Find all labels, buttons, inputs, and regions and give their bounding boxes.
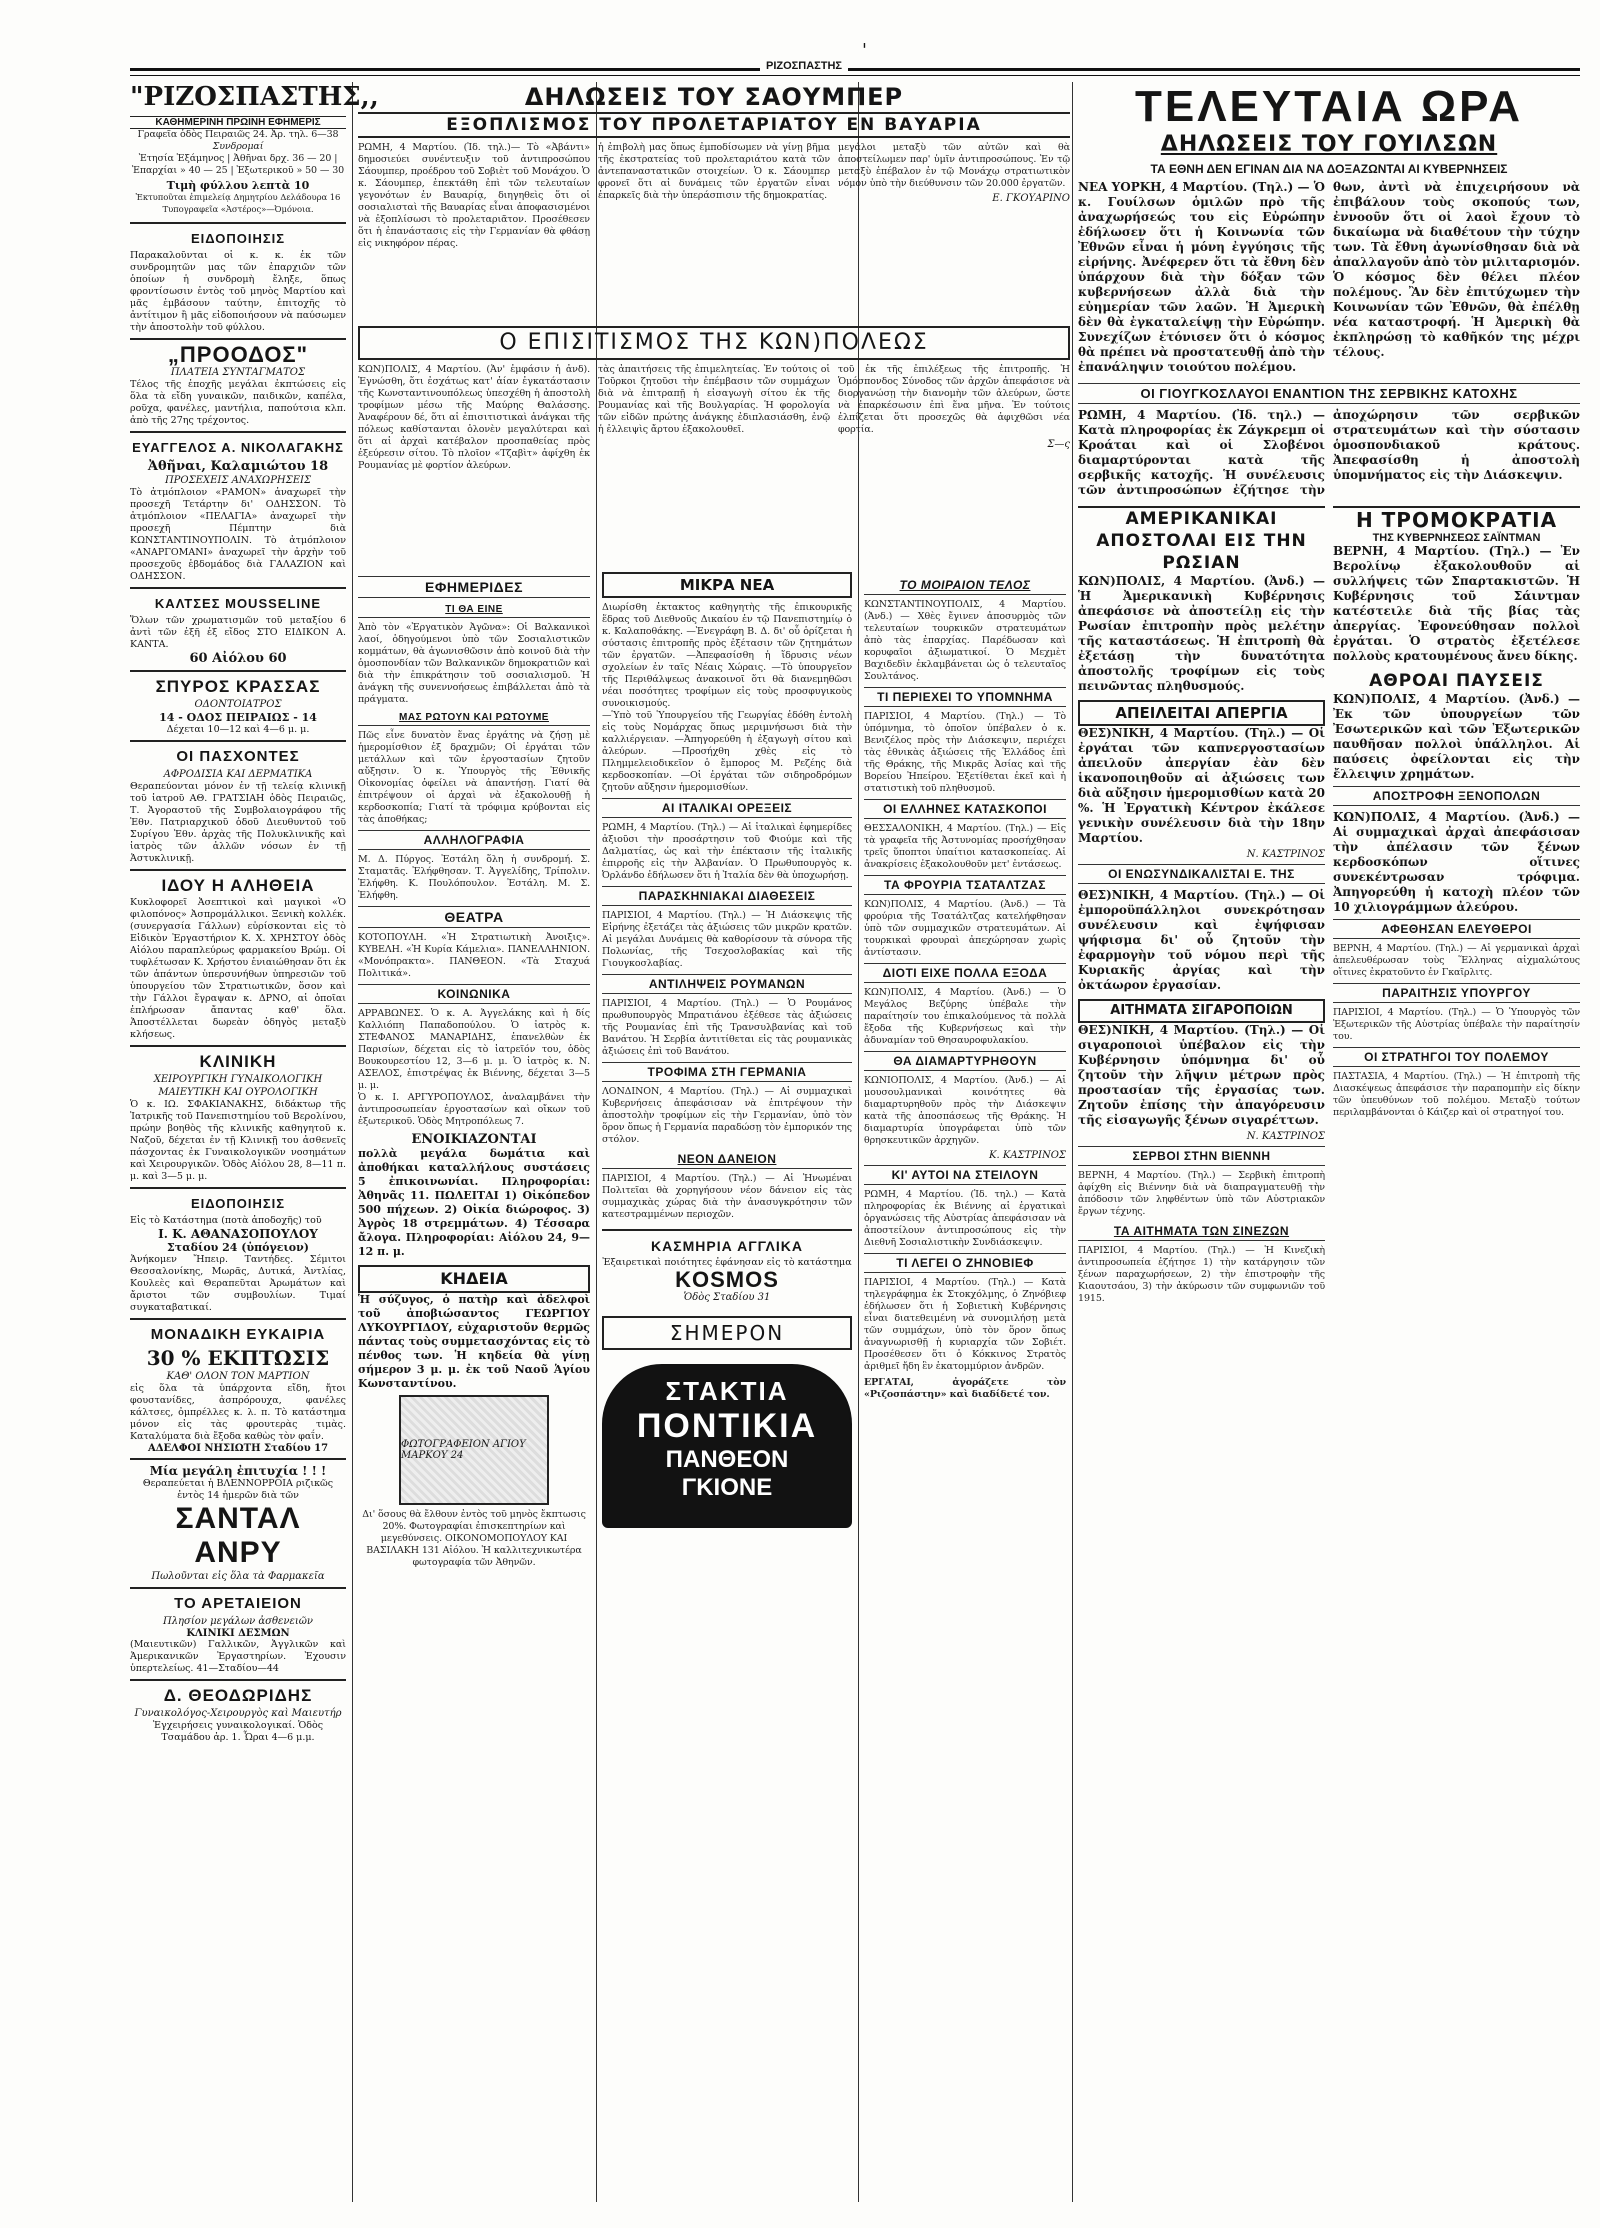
ad-theodoridis — [130, 1679, 346, 1748]
masthead-rule — [130, 68, 1580, 76]
memo-title: ΤΙ ΠΕΡΙΕΧΕΙ ΤΟ ΥΠΟΜΝΗΜΑ — [864, 687, 1066, 707]
photo-studio-label: ΦΩΤΟΓΡΑΦΕΙΟΝ ΑΓΙΟΥ ΜΑΡΚΟΥ 24 — [401, 1439, 526, 1461]
send-too-title: ΚΙ' ΑΥΤΟΙ ΝΑ ΣΤΕΙΛΟΥΝ — [864, 1165, 1066, 1185]
ad-theodoridis-text: Ἐγχειρήσεις γυναικολογικαί. Ὁδὸς Τσαμάδου ἀρ. 1. Ὧραι 4—6 μ.μ. — [152, 1720, 324, 1743]
zinoviev-title: ΤΙ ΛΕΓΕΙ Ο ΖΗΝΟΒΙΕΦ — [864, 1253, 1066, 1273]
small-news-text: Διωρίσθη ἐκτακτος καθηγητὴς τῆς ἐπικουρικῆς ἕδρας τοῦ Διεθνοῦς Δικαίου ἐν τῷ Πανεπιστημίῳ ὁ κ. Καλαποθάκης. —Ἐνεγράφη Β. Δ. δι' οὗ ὁρίζεται ἡ σύστασις ἐπιτροπῆς πρὸς ἐξέτασιν τῶν ζητημάτων τῶν ἐργατῶν. —Ἀπεφασίσθη ἡ ἵδρυσις νέων σχολείων ἐν ταῖς Νέαις Χώραις. —Τὸ ὑπουργεῖον τῆς Περιθάλψεως ἀνακοινοῖ ὅτι θὰ διανεμηθῶσι νέαι ποσότητες τροφίμων εἰς τοὺς προσφυγικοὺς συνοικισμούς. — [602, 602, 852, 709]
ad-unique-title: ΜΟΝΑΔΙΚΗ ΕΥΚΑΙΡΙΑ — [150, 1326, 326, 1343]
expenses-title: ΔΙΟΤΙ ΕΙΧΕ ΠΟΛΛΑ ΕΞΟΔΑ — [864, 963, 1066, 983]
ad-spyros — [130, 670, 346, 740]
paper-subtitle: ΚΑΘΗΜΕΡΙΝΗ ΠΡΩΙΝΗ ΕΦΗΜΕΡΙΣ — [130, 116, 346, 129]
american-missions-title: ΑΜΕΡΙΚΑΝΙΚΑΙ ΑΠΟΣΤΟΛΑΙ ΕΙΣ ΤΗΝ ΡΩΣΙΑΝ — [1078, 506, 1325, 574]
protest-title: ΘΑ ΔΙΑΜΑΡΤΥΡΗΘΟΥΝ — [864, 1051, 1066, 1071]
yugoslavs-title: ΟΙ ΓΙΟΥΓΚΟΣΛΑΥΟΙ ΕΝΑΝΤΙΟΝ ΤΗΣ ΣΕΡΒΙΚΗΣ ΚΑΤΟΧΗΣ — [1078, 383, 1580, 404]
zinoviev-text: ΠΑΡΙΣΙΟΙ, 4 Μαρτίου. (Τηλ.) — Κατὰ τηλεγράφημα ἐκ Στοκχόλμης, ὁ Ζηνόβιεφ ἐδήλωσεν ὅτι ἡ Σοβιετικὴ Κυβέρνησις εἶναι διατεθειμένη νὰ συνομιλήσῃ μετὰ τῶν συμμάχων, ὑπὸ τὸν ὅρον ὅπως ἀναγνωρισθῇ ἡ κυριαρχία τῶν Σοβιέτ. Προσέθεσεν ὅτι ὁ Κόκκινος Στρατὸς ἀριθμεῖ ἤδη ἓν ἑκατομμύριον ἀνδρῶν. — [864, 1277, 1066, 1372]
apartments-text: πολλὰ μεγάλα δωμάτια καὶ ἀποθήκαι καταλλήλους συστάσεις 5 ἐπικοινωνίαι. Πληροφορίαι: Ἀθηνᾶς 11. ΠΩΛΕΙΤΑΙ 1) Οἰκόπεδον 500 πήχεων. 2) Οἰκία διώροφος. 3) Ἀγρὸς 18 στρεμμάτων. 4) Τέσσαρα ἄλογα. Πληροφορίαι: Αἰόλου 24, 9—12 π. μ. — [358, 1147, 590, 1258]
ad-unique — [130, 1318, 346, 1458]
ad-mousseline — [130, 587, 346, 670]
ad-unique-sub: ΚΑΘ' ΟΛΟΝ ΤΟΝ ΜΑΡΤΙΟΝ — [166, 1371, 310, 1382]
page-mark: ' — [862, 40, 867, 61]
argyropoulos-text: Ὁ κ. Ι. ΑΡΓΥΡΟΠΟΥΛΟΣ, ἀναλαμβάνει τὴν ἀντιπροσωπείαν ἐργοστασίων καὶ οἴκων τοῦ ἐξωτερικοῦ. Ὁδὸς Μητροπόλεως 7. — [358, 1092, 590, 1127]
column-ads-left — [130, 82, 379, 2202]
chinese-demands-text: ΠΑΡΙΣΙΟΙ, 4 Μαρτίου. (Τηλ.) — Ἡ Κινεζικὴ ἀντιπροσωπεία ἐζήτησε 1) τὴν κατάργησιν τῶν ξένων παραχωρήσεων, 2) τὴν ἐπιστροφὴν τῆς Κιαουτσάου, 3) τὴν ἀκύρωσιν τῶν συμφωνιῶν τοῦ 1915. — [1078, 1245, 1325, 1304]
fate-title: ΤΟ ΜΟΙΡΑΙΟΝ ΤΕΛΟΣ — [864, 576, 1066, 595]
ad-cashmere-brand: KOSMOS — [675, 1267, 779, 1292]
food-story-text-1: ΚΩΝ)ΠΟΛΙΣ, 4 Μαρτίου. (Ἀν' ἐμφάσιν ἡ ἀνδ). Ἐγνώσθη, ὅτι ἐσχάτως κατ' ἀίαν ἐγκατάστασιν τῆς Κωνσταντινουπόλεως ὑπεσχέθη ἡ ἀποστολὴ τροφίμων μέσω τῆς Μαύρης Θαλάσσης. Ἀναφέρουν δέ, ὅτι αἱ ἐπισιτιστικαὶ ἀνάγκαι τῆς πόλεως καθίστανται ὁλονὲν μεγαλύτεραι καὶ ὅτι αἱ ἀρχαὶ κατέβαλον προσπαθείας πρὸς ἐξεύρεσιν σίτου. Τὸ πλοῖον «Τζαβὶτ» ἀφίχθη ἐκ Ρουμανίας μὲ φορτίον ἀλεύρων. — [358, 364, 590, 471]
newspapers-subtitle: ΤΙ ΘΑ ΕΙΝΕ — [358, 602, 590, 618]
column-three — [602, 572, 852, 2202]
last-hour-lead-a: ΝΕΑ ΥΟΡΚΗ, 4 Μαρτίου. (Τηλ.) — Ὁ κ. Γουίλσων ὁμιλῶν πρὸ τῆς ἀναχωρήσεώς του εἰς Εὐρώπην ἐδήλωσεν ὅτι ἡ Κοινωνία τῶν Ἐθνῶν εἶναι ἡ μόνη ἐγγύησις τῆς εἰρήνης. Ἀνέφερεν ὅτι τὰ ἔθνη δὲν ὑπάρχουν διὰ τὴν δόξαν τῶν κυβερνήσεων ἀλλὰ διὰ τὴν εὐημερίαν τῶν λαῶν. Ἡ Ἀμερικὴ δὲν θὰ ἐγκαταλείψῃ τὴν Εὐρώπην. Συνεχίζων ἐτόνισεν ὅτι ὁ κόσμος θὰ πρέπει νὰ προστατευθῇ ἀπὸ τὴν ἐπανάληψιν τοιούτου πολέμου. — [1078, 180, 1325, 374]
ad-unique-big2: ΕΚΠΤΩΣΙΣ — [207, 1346, 330, 1370]
italy-text: ΡΩΜΗ, 4 Μαρτίου. (Τηλ.) — Αἱ ἰταλικαὶ ἐφημερίδες ἀξιοῦσι τὴν προσάρτησιν τοῦ Φιούμε καὶ τῆς Δαλματίας, ὡς καὶ τὴν ἐπέκτασιν τῆς ἰταλικῆς ἐπιρροῆς εἰς τὴν Ἀλβανίαν. Ὁ Πρωθυπουργὸς κ. Ὀρλάνδο ἐδήλωσεν ὅτι ἡ Ἰταλία δὲν θὰ ὑποχωρήσῃ. — [602, 822, 852, 881]
greek-spies-text: ΘΕΣΣΑΛΟΝΙΚΗ, 4 Μαρτίου. (Τηλ.) — Εἰς τὰ γραφεῖα τῆς Ἀστυνομίας προσήχθησαν τρεῖς ὕποπτοι ὑπαίτιοι κατασκοπείας. Αἱ ἀνακρίσεις ἐξακολουθοῦν μετ' ἐντάσεως. — [864, 823, 1066, 870]
pact-text: ΠΑΡΙΣΙΟΙ, 4 Μαρτίου. (Τηλ.) — Ἡ Διάσκεψις τῆς Εἰρήνης ἐξετάζει τὰς ἀξιώσεις τῶν μικρῶν κρατῶν. Αἱ μεγάλαι Δυνάμεις θὰ καθορίσουν τὰ σύνορα τῆς Πολωνίας, τῆς Τσεχοσλοβακίας καὶ τῆς Γιουγκοσλαβίας. — [602, 910, 852, 969]
strike-signature: Ν. ΚΑΣΤΡΙΝΟΣ — [1246, 849, 1325, 860]
paper-price: Τιμὴ φύλλου λεπτὰ 10 — [166, 179, 310, 192]
top-story-subtitle: ΕΞΟΠΛΙΣΜΟΣ ΤΟΥ ΠΡΟΛΕΤΑΡΙΑΤΟΥ ΕΝ ΒΑΥΑΡΙΑ — [358, 112, 1070, 138]
top-story — [358, 82, 1070, 332]
ad-notice-second-addr: Σταδίου 24 (ὑπόγειον) — [167, 1241, 309, 1254]
fate-text: ΚΩΝΣΤΑΝΤΙΝΟΥΠΟΛΙΣ, 4 Μαρτίου. (Ἀνδ.) — Χθὲς ἔγινεν ἀποσυρμὸς τῶν τελευταίων τουρκικῶν στρατευμάτων ἀπὸ τὰς ἐπαρχίας. Παρέδωσαν καὶ κορυφαῖοι ἀξιωματικοί. Ὁ Μεχμὲτ Βαχιδεδὶν ἐκλαμβάνεται ὡς ὁ τελευταῖος Σουλτάνος. — [864, 599, 1066, 682]
ad-truth-title: ΙΔΟΥ Η ΑΛΗΘΕΙΑ — [161, 876, 315, 895]
ad-santal-foot: Πωλοῦνται εἰς ὅλα τὰ Φαρμακεῖα — [151, 1571, 325, 1582]
ad-spyros-hours: Δέχεται 10—12 καὶ 4—6 μ. μ. — [166, 724, 310, 735]
ad-patients — [130, 740, 346, 869]
pact-title: ΠΑΡΑΣΚΗΝΙΑΚΑΙ ΔΙΑΘΕΣΕΙΣ — [602, 886, 852, 906]
social-title: ΚΟΙΝΩΝΙΚΑ — [358, 984, 590, 1004]
last-hour-body — [1078, 180, 1580, 375]
top-story-text-2: ἡ ἐπιβολὴ μας ὅπως ἐμποδίσωμεν νὰ γίνῃ βῆμα τῆς ἐκστρατείας τοῦ προλεταριάτου κατὰ τῶν ἀντεπαναστατικῶν στοιχείων. Ὁ κ. Σάουμπερ φρονεῖ ὅτι αἱ δυνάμεις τῶν ἐργατῶν εἶναι ἐπαρκεῖς διὰ τὴν ὑπεράσπισιν τῆς δημοκρατίας. — [598, 142, 830, 201]
forts-title: ΤΑ ΦΡΟΥΡΙΑ ΤΣΑΤΑΛΤΖΑΣ — [864, 875, 1066, 895]
dismissals-text: ΚΩΝ)ΠΟΛΙΣ, 4 Μαρτίου. (Ἀνδ.) — Ἐκ τῶν ὑπουργείων τῶν Ἐσωτερικῶν καὶ τῶν Ἐξωτερικῶν παυθῆσαν πολλοὶ ὑπάλληλοι. Αἱ παύσεις ὀφείλονται εἰς τὴν ἔλλειψιν χρημάτων. — [1333, 692, 1580, 781]
unionists-text: ΘΕΣ)ΝΙΚΗ, 4 Μαρτίου. (Τηλ.) — Οἱ ἐμποροϋπάλληλοι συνεκρότησαν συνέλευσιν καὶ ἐψήφισαν ψήφισμα δι' οὗ ζητοῦν τὴν ἐφαρμογὴν τοῦ νόμου περὶ τῆς Κυριακῆς ἀργίας καὶ τὴν ὀκτάωρον ἐργασίαν. — [1078, 888, 1325, 992]
newspapers-title: ΕΦΗΜΕΡΙΔΕΣ — [358, 576, 590, 598]
ad-patients-sub: ΑΦΡΟΔΙΣΙΑ ΚΑΙ ΔΕΡΜΑΤΙΚΑ — [163, 769, 313, 780]
strike-title: ΑΠΕΙΛΕΙΤΑΙ ΑΠΕΡΓΙΑ — [1078, 700, 1325, 726]
ad-aretaion-more: (Μαιευτικῶν) Γαλλικῶν, Ἀγγλικῶν καὶ Ἀμερικανικῶν Ἐργαστηρίων. Ἐχουσιν ὑπερτελείως. 41—Σταδίου—44 — [130, 1639, 346, 1674]
freed-title: ΑΦΕΘΗΣΑΝ ΕΛΕΥΘΕΡΟΙ — [1333, 919, 1580, 939]
food-story-signature: Σ—ς — [1047, 439, 1070, 450]
loan-text: ΠΑΡΙΣΙΟΙ, 4 Μαρτίου. (Τηλ.) — Αἱ Ἡνωμέναι Πολιτεῖαι θὰ χορηγήσουν νέον δάνειον εἰς τὰς συμμαχικὰς χώρας διὰ τὴν ἀνασυγκρότησιν τῶν κατεστραμμένων περιοχῶν. — [602, 1173, 852, 1220]
ad-unique-text: εἰς ὅλα τὰ ὑπάρχοντα εἴδη, ἤτοι φουστανίδες, ἀσπρόρουχα, φανέλες κάλτσες, ὀμπρέλλες κ. λ. π. Τὸ κατάστημα μόνον εἰς τὰς φρουτερὰς τιμὰς. Καταλύματα διὰ ἔξοδα καθὼς τὸν φαΐν. — [130, 1383, 346, 1442]
food-story-body — [358, 364, 1070, 472]
ad-prodos-sub: ΠΛΑΤΕΙΑ ΣΥΝΤΑΓΜΑΤΟΣ — [170, 367, 306, 378]
workers-appeal: ΕΡΓΑΤΑΙ, ἀγοράζετε τὸν «Ριζοσπάστην» καὶ διαδίδετέ τον. — [864, 1377, 1066, 1400]
terror-title: Η ΤΡΟΜΟΚΡΑΤΙΑ — [1333, 506, 1580, 532]
ad-notice-second — [130, 1187, 346, 1318]
column-two — [358, 572, 590, 2202]
ad-aretaion-text: Πλησίον μεγάλων ἀσθενειῶν — [163, 1616, 313, 1627]
top-story-text-3: μεγάλοι μεταξὺ τῶν αὐτῶν καὶ θὰ ἀποστείλωμεν παρ' ὑμῖν ἀντιπροσώπους. Ἐν τῷ μεταξὺ ἐπέβαλον ἐν τῷ Μονάχῳ στρατιωτικὸν νόμον ὑπὸ τὴν διεύθυνσιν τῶν 20.000 ἐργατῶν. — [838, 142, 1070, 189]
last-hour-title: ΤΕΛΕΥΤΑΙΑ ΩΡΑ — [1134, 82, 1523, 131]
questions-title: ΜΑΣ ΡΩΤΟΥΝ ΚΑΙ ΡΩΤΟΥΜΕ — [358, 710, 590, 726]
resignation-title: ΠΑΡΑΙΤΗΣΙΣ ΥΠΟΥΡΓΟΥ — [1333, 983, 1580, 1003]
ad-clinic-sub: ΧΕΙΡΟΥΡΓΙΚΗ ΓΥΝΑΙΚΟΛΟΓΙΚΗ ΜΑΙΕΥΤΙΚΗ ΚΑΙ ΟΥΡΟΛΟΓΙΚΗ — [153, 1074, 323, 1098]
serbs-vienna-text: ΒΕΡΝΗ, 4 Μαρτίου. (Τηλ.) — Σερβικὴ ἐπιτροπὴ ἀφίχθη εἰς Βιέννην διὰ νὰ διαπραγματευθῇ τὴν ἀπόδοσιν τῶν ληφθέντων ὑπὸ τῶν Αὐστριακῶν ἔργων τέχνης. — [1078, 1170, 1325, 1217]
food-story — [358, 326, 1070, 566]
column-rule — [352, 82, 353, 2202]
ad-patients-title: ΟΙ ΠΑΣΧΟΝΤΕΣ — [176, 748, 300, 765]
column-last-hour — [1078, 82, 1580, 2202]
top-story-title: ΔΗΛΩΣΕΙΣ ΤΟΥ ΣΑΟΥΜΠΕΡ — [524, 83, 904, 111]
ad-spyros-sub: ΟΔΟΝΤΟΙΑΤΡΟΣ — [194, 699, 282, 710]
cigar-makers-signature: Ν. ΚΑΣΤΡΙΝΟΣ — [1246, 1131, 1325, 1142]
small-news-text-2: —Ὑπὸ τοῦ Ὑπουργείου τῆς Γεωργίας ἐδόθη ἐντολὴ εἰς τοὺς Νομάρχας ὅπως μεριμνήσωσι διὰ τὴν καλλιέργειαν. —Ἀπηγορεύθη ἡ ἐξαγωγὴ σίτου καὶ ἀλεύρων. —Προσήχθη χθὲς εἰς τὸ Πλημμελειοδικεῖον ὁ ἔμπορος Μ. Ρεζέης διὰ κερδοσκοπίαν. —Οἱ ἐργάται τῶν σιδηροδρόμων ζητοῦν αὔξησιν ἡμερομισθίων. — [602, 710, 852, 793]
column-rule — [1072, 82, 1073, 2202]
hoarders-title: ΑΠΟΣΤΡΟΦΗ ΞΕΝΟΠΟΛΩΝ — [1333, 786, 1580, 806]
ad-santal — [130, 1458, 346, 1587]
ad-notice-second-title: ΕΙΔΟΠΟΙΗΣΙΣ — [190, 1196, 286, 1211]
paper-address: Γραφεῖα ὁδὸς Πειραιῶς 24. Ἀρ. τηλ. 6—38 — [137, 129, 339, 140]
questions-text: Πῶς εἶνε δυνατὸν ἕνας ἐργάτης νὰ ζήσῃ μὲ ἡμερομίσθιον ἐξ δραχμῶν; Οἱ ἐργάται τῶν μετάλλων καὶ τῶν ἐργοστασίων ζητοῦν αὔξησιν. Ὁ κ. Ὑπουργὸς τῆς Ἐθνικῆς Οἰκονομίας ὀφείλει νὰ ἀπαντήσῃ. Γιατί θὰ ἐπιτρέψουν οἱ ἀρχαὶ νὰ ἐξακολουθῇ ἡ κερδοσκοπία; Γιατί τὰ τρόφιμα κρύβονται εἰς τὰς ἀποθήκας; — [358, 730, 590, 825]
top-story-text-3-wrap — [838, 142, 1070, 250]
ad-unique-addr: ΑΔΕΛΦΟΙ ΝΗΣΙΩΤΗ Σταδίου 17 — [147, 1443, 329, 1454]
unionists-title: ΟΙ ΕΝΩΣΥΝΔΙΚΑΛΙΣΤΑΙ Ε. ΤΗΣ — [1078, 864, 1325, 884]
expenses-text: ΚΩΝ)ΠΟΛΙΣ, 4 Μαρτίου. (Ἀνδ.) — Ὁ Μεγάλος Βεζύρης ὑπέβαλε τὴν παραίτησίν του ἐπικαλούμενος τὰ πολλὰ ἔξοδα τῆς Κυβερνήσεως καὶ τὴν ἀδυναμίαν τοῦ Θησαυροφυλακίου. — [864, 987, 1066, 1046]
ad-notice-title: ΕΙΔΟΠΟΙΗΣΙΣ — [190, 231, 286, 246]
ad-rat-poison — [602, 1364, 852, 1528]
ad-evangelos-addr: Ἀθῆναι, Καλαμιώτου 18 — [147, 459, 329, 474]
ad-mousseline-title: ΚΑΛΤΣΕΣ MOUSSELINE — [154, 596, 322, 611]
today-banner: ΣΗΜΕΡΟΝ — [602, 1316, 852, 1350]
ad-rat-line-4: ΓΚΙΟΝΕ — [681, 1474, 773, 1501]
last-hour-deck: ΤΑ ΕΘΝΗ ΔΕΝ ΕΓΙΝΑΝ ΔΙΑ ΝΑ ΔΟΞΑΖΩΝΤΑΙ ΑΙ ΚΥΒΕΡΝΗΣΕΙΣ — [1150, 162, 1508, 176]
subs-rows: Ἐτησία Ἑξάμηνος | Ἀθῆναι δρχ. 36 — 20 | Ἐπαρχίαι » 40 — 25 | Ἐξωτερικοῦ » 50 — 30 — [131, 153, 345, 176]
dismissals-title: ΑΘΡΟΑΙ ΠΑΥΣΕΙΣ — [1369, 671, 1544, 691]
ad-mousseline-addr: 60 Αἰόλου 60 — [189, 651, 287, 666]
terror-text: ΒΕΡΝΗ, 4 Μαρτίου. (Τηλ.) — Ἐν Βερολίνῳ ἐξακολουθοῦν αἱ συλλήψεις τῶν Σπαρτακιστῶν. Ἡ Κυβέρνησις τοῦ Σάιντμαν κατέστειλε διὰ τῆς βίας τὰς ἀπεργίας. Ἐφονεύθησαν πολλοὶ ἐργάται. Ὁ στρατὸς ἐξετέλεσε πολλοὺς κρατουμένους ἄνευ δίκης. — [1333, 544, 1580, 663]
ad-cashmere-addr: Ὁδὸς Σταδίου 31 — [683, 1292, 771, 1303]
theatre-text: ΚΟΤΟΠΟΥΛΗ. «Ἡ Στρατιωτικὴ Ἀνοιξις». ΚΥΒΕΛΗ. «Ἡ Κυρία Κάμελια». ΠΑΝΕΛΛΗΝΙΟΝ. «Μονόπρακτα». ΠΑΝΘΕΟΝ. «Τὰ Σταχυά Πολιτικά». — [358, 932, 590, 979]
ad-notice-second-more: Ἀνήκομεν Ἤπειρ. Ταντήδες. Σέμιτοι Θεσσαλονίκης, Μωρᾶς, Δυτικά, Ἀντλίας, Κουλεὲς καὶ Θεραπεῦται Ἀρωμάτων καὶ ἄριστοι τῶν συμβουλίων. Τιμαί συγκαταβατικαί. — [130, 1254, 346, 1313]
yugoslavs-text: ΡΩΜΗ, 4 Μαρτίου. (Ἰδ. τηλ.) — Κατὰ πληροφορίας ἐκ Ζάγκρεμπ οἱ Κροάται καὶ οἱ Σλοβένοι διαμαρτύρονται κατὰ τῆς σερβικῆς κατοχῆς. Ἡ συνέλευσις τῶν ἀντιπροσώπων ἐζήτησε τὴν ἀποχώρησιν τῶν σερβικῶν στρατευμάτων καὶ τὴν σύστασιν ὁμοσπονδιακοῦ κράτους. Ἀπεφασίσθη ἡ ἀποστολὴ ὑπομνήματος εἰς τὴν Διάσκεψιν. — [1078, 408, 1580, 497]
war-culprits-title: ΟΙ ΣΤΡΑΤΗΓΟΙ ΤΟΥ ΠΟΛΕΜΟΥ — [1333, 1047, 1580, 1067]
ad-clinic-text: Ὁ κ. ΙΩ. ΣΦΑΚΙΑΝΑΚΗΣ, διδάκτωρ τῆς Ἰατρικῆς τοῦ Πανεπιστημίου τοῦ Βερολίνου, πρώην βοηθὸς τῆς κλινικῆς καθηγητοῦ κ. Ναζοῦ, δέχεται ἐν τῇ Κλινικῇ του ἀσθενεῖς πάσχοντας ἐκ Γυναικολογικῶν νοσημάτων καὶ Χειρουργικῶν. Ὁδὸς Αἰόλου 28, 8—11 π. μ. καὶ 3—5 μ. μ. — [130, 1099, 346, 1182]
ad-rat-line-3: ΠΑΝΘΕΟΝ — [665, 1446, 789, 1473]
ad-prodos — [130, 338, 346, 431]
paper-printer: Ἐκτυποῦται ἐπιμελείᾳ Δημητρίου Δελάδουρα 16 Τυπογραφεῖα «Ἀστέρος»—Ὀμόνοια. — [135, 193, 341, 215]
ad-unique-discount — [130, 1346, 346, 1370]
memo-text: ΠΑΡΙΣΙΟΙ, 4 Μαρτίου. (Τηλ.) — Τὸ ὑπόμνημα, τὸ ὁποῖον ὑπέβαλεν ὁ κ. Βενιζέλος πρὸς τὴν Διάσκεψιν, περιέχει τὰς ἐθνικὰς ἀξιώσεις τῆς Ἑλλάδος ἐπὶ τῆς Θράκης, τῆς Μικρᾶς Ἀσίας καὶ τῆς Βορείου Ἠπείρου. Ἐξετίθεται ἐκεῖ καὶ ἡ στατιστικὴ τοῦ πληθυσμοῦ. — [864, 711, 1066, 794]
ad-aretaion — [130, 1587, 346, 1679]
romanians-text: ΠΑΡΙΣΙΟΙ, 4 Μαρτίου. (Τηλ.) — Ὁ Ρουμάνος πρωθυπουργὸς Μπρατιάνου ἐξέθεσε τὰς ἀξιώσεις τῆς Ρουμανίας ἐπὶ τῆς Τρανσυλβανίας καὶ τοῦ Βανάτου. Ἡ Σερβία ἀντιτίθεται εἰς τὰς ρουμανικὰς ἀξιώσεις ἐπὶ τοῦ Βανάτου. — [602, 998, 852, 1057]
ad-spyros-addr: 14 - ΟΔΟΣ ΠΕΙΡΑΙΩΣ - 14 — [159, 711, 317, 724]
food-story-text-3: τοῦ ἐκ τῆς ἐπιλέξεως τῆς ἐπιτροπῆς. Ἡ Ὁμόσπονδος Σύνοδος τῶν ἀρχῶν ἀπεφάσισε νὰ διοργανώσῃ τὴν διανομὴν τῶν ἀλεύρων, ὥστε νὰ ἐπαρκέσωσιν ἐπὶ ἕνα μῆνα. Ἐν τούτοις ἐλπίζεται ὅτι προσεχῶς θὰ ἀφιχθῶσι νέα φορτία. — [838, 364, 1070, 435]
chinese-demands-title: ΤΑ ΑΙΤΗΜΑΤΑ ΤΩΝ ΣΙΝΕΖΩΝ — [1078, 1222, 1325, 1241]
ad-notice-second-name: Ι. Κ. ΑΘΑΝΑΣΟΠΟΥΛΟΥ — [158, 1227, 318, 1241]
ad-cashmere — [602, 1229, 852, 1308]
ad-notice-second-text: Εἰς τὸ Κατάστημα (ποτὰ ἀποδοχῆς) τοῦ — [130, 1215, 322, 1226]
top-story-text-1: ΡΩΜΗ, 4 Μαρτίου. (Ἰδ. τηλ.)— Τὸ «Ἀβάντι» δημοσιεύει συνέντευξιν τοῦ ἀντιπροσώπου Σάουμπερ, προέδρου τοῦ Σοβιὲτ τοῦ Μονάχου. Ὁ κ. Σάουμπερ, ἐπεκτάθη ἐπὶ τῶν τελευταίων γεγονότων ἐν Βαυαρίᾳ, διηγηθεὶς ὅτι οἱ σοσιαλισταὶ τῆς Βαυαρίας εἶναι ἀποφασισμένοι νὰ ἐξοπλίσωσι τὸ προλεταριᾶτον. Προσέθεσεν ὅτι ἡ ἐπανάστασις εἰς τὴν Γερμανίαν θὰ φθάσῃ εἰς νικηφόρον πέρας. — [358, 142, 590, 249]
ad-santal-sub: Θεραπεύεται ἡ ΒΛΕΝΝΟΡΡΟΙΑ ριζικῶς ἐντὸς 14 ἡμερῶν διὰ τῶν — [142, 1478, 334, 1501]
ad-aretaion-title: ΤΟ ΑΡΕΤΑΙΕΙΟΝ — [174, 1595, 302, 1612]
ad-evangelos-text: Τὸ ἀτμόπλοιον «ΡΑΜΟΝ» ἀναχωρεῖ τὴν προσεχῆ Τετάρτην δι' ΟΔΗΣΣΟΝ. Τὸ ἀτμόπλοιον «ΠΕΛΑΓΙΑ» ἀναχωρεῖ τὴν προσεχῆ Πέμπτην διὰ ΚΩΝΣΤΑΝΤΙΝΟΥΠΟΛΙΝ. Τὸ ἀτμόπλοιον «ΑΝΑΡΓΟΜΑΝΙ» ἀναχωρεῖ τὴν ἀρχὴν τοῦ προσεχοῦς ἑβδομάδος διὰ ΓΑΛΑΖΙΟΝ καὶ ΟΔΗΣΣΟΝ. — [130, 487, 346, 582]
loan-title: ΝΕΟΝ ΔΑΝΕΙΟΝ — [602, 1150, 852, 1169]
ad-evangelos-sub: ΠΡΟΣΕΧΕΙΣ ΑΝΑΧΩΡΗΣΕΙΣ — [164, 475, 312, 486]
resignation-text: ΠΑΡΙΣΙΟΙ, 4 Μαρτίου. (Τηλ.) — Ὁ Ὑπουργὸς τῶν Ἐξωτερικῶν τῆς Αὐστρίας ὑπέβαλε τὴν παραίτησίν του. — [1333, 1007, 1580, 1042]
ad-notice-text: Παρακαλοῦνται οἱ κ. κ. ἐκ τῶν συνδρομητῶν μας τῶν ἐπαρχιῶν τῶν ὁποίων ἡ συνδρομὴ ἔληξε, ὅπως φροντίσωσιν ἐντὸς τοῦ μηνὸς Μαρτίου καὶ μᾶς ἐμβάσουν ταύτην, ἐπιτοχῆς τὸ ἀντίτιμον ἢ μᾶς εἰδοποιήσουν νὰ παύσωμεν τὴν ἀποστολὴν τοῦ φύλλου. — [130, 250, 346, 333]
funeral-title: ΚΗΔΕΙΑ — [358, 1265, 590, 1293]
italy-title: ΑΙ ΙΤΑΛΙΚΑΙ ΟΡΕΞΕΙΣ — [602, 798, 852, 818]
theatre-title: ΘΕΑΤΡΑ — [358, 906, 590, 928]
ad-truth — [130, 869, 346, 1045]
last-hour-lower — [1078, 506, 1580, 1305]
protest-text: ΚΩΝΙΟΠΟΛΙΣ, 4 Μαρτίου. (Ἀνδ.) — Αἱ μουσουλμανικαὶ κοινότητες θὰ διαμαρτυρηθοῦν πρὸς τὴν Διάσκεψιν κατὰ τῆς ἀποσπάσεως τῆς Θράκης. Ἡ διαμαρτυρία ὑπογράφεται ὑπὸ τῶν θρησκευτικῶν ἀρχηγῶν. — [864, 1075, 1066, 1146]
paper-title: "ΡΙΖΟΣΠΑΣΤΗΣ,, — [130, 82, 379, 112]
germany-text: ΛΟΝΔΙΝΟΝ, 4 Μαρτίου. (Τηλ.) — Αἱ συμμαχικαὶ Κυβερνήσεις ἀπεφάσισαν νὰ ἐπιτρέψουν τὴν ἀποστολὴν τροφίμων εἰς τὴν Γερμανίαν, ὑπὸ τὸν ὅρον ὅπως ἡ Γερμανία παραδώσῃ τὸν ἐμπορικόν της στόλον. — [602, 1086, 852, 1145]
ad-mousseline-text: Ὅλων τῶν χρωματισμῶν τοῦ μεταξίου 6 ἀντὶ τῶν ἑξῆ ἐξ εἴδος ΣΤΟ ΕΙΔΙΚΟΝ Α. ΚΑΝΤΑ. — [130, 615, 346, 650]
last-hour-lower-left — [1078, 506, 1325, 1305]
american-missions-text: ΚΩΝ)ΠΟΛΙΣ, 4 Μαρτίου. (Ἀνδ.) — Ἡ Ἀμερικανικὴ Κυβέρνησις ἀπεφάσισε νὰ ἀποστείλῃ εἰς τὴν Ρωσίαν ἐπιτροπὴν πρὸς μελέτην τῆς καταστάσεως. Ἡ ἐπιτροπὴ θὰ ἐξετάσῃ τὴν δυνατότητα ἀποστολῆς τροφίμων εἰς τοὺς πεινῶντας πληθυσμούς. — [1078, 574, 1325, 693]
ad-cashmere-text: Ἐξαιρετικαὶ ποιότητες ἐφάνησαν εἰς τὸ κατάστημα — [602, 1257, 852, 1268]
apartments-title: ΕΝΟΙΚΙΑΖΟΝΤΑΙ — [411, 1132, 537, 1147]
ad-santal-title: Μία μεγάλη ἐπιτυχία ! ! ! — [149, 1464, 327, 1478]
food-story-title: Ο ΕΠΙΣΙΤΙΣΜΟΣ ΤΗΣ ΚΩΝ)ΠΟΛΕΩΣ — [358, 326, 1070, 360]
germany-title: ΤΡΟΦΙΜΑ ΣΤΗ ΓΕΡΜΑΝΙΑ — [602, 1062, 852, 1082]
letters-text: Μ. Δ. Πύργος. Ἐστάλη ὅλη ἡ συνδρομή. Σ. Σταματᾶς. Ἐλήφθησαν. Τ. Ἀγγελίδης, Τρίπολιν. Ἐλήφθη. Κ. Πουλόπουλον. Ἐστάλη. Μ. Σ. Ἐλήφθη. — [358, 854, 590, 901]
ad-spyros-title: ΣΠΥΡΟΣ ΚΡΑΣΣΑΣ — [155, 677, 321, 696]
ad-notice — [130, 222, 346, 338]
ad-unique-big: 30 % — [146, 1346, 201, 1370]
romanians-title: ΑΝΤΙΛΗΨΕΙΣ ΡΟΥΜΑΝΩΝ — [602, 974, 852, 994]
photo-studio-text: Δι' ὅσους θὰ ἔλθουν ἐντὸς τοῦ μηνὸς ἔκπτωσις 20%. Φωτογραφίαι ἐπισκεπτηρίων καὶ μεγεθύνσεις. ΟΙΚΟΝΟΜΟΠΟΥΛΟΥ ΚΑΙ ΒΑΣΙΛΑΚΗ 131 Αἰόλου. Ἡ καλλιτεχνικωτέρα φωτογραφία τῶν Ἀθηνῶν. — [362, 1509, 586, 1568]
ad-prodos-text: Τέλος τῆς ἐποχῆς μεγάλαι ἐκπτώσεις εἰς ὅλα τὰ εἴδη γυναικῶν, παιδικῶν, καπέλα, ροῦχα, φανέλες, μαντήλια, παπούτσια κλπ. ἀπὸ τῆς 27ης τρέχοντος. — [130, 379, 346, 426]
ad-patients-text: Θεραπεύονται μόνον ἐν τῇ τελείᾳ κλινικῇ τοῦ ἰατροῦ ΑΘ. ΓΡΑΤΣΙΑΗ ὁδὸς Πειραιῶς, Τ. Ἀγοραστοῦ τῆς Συμβολαιογράφου τῆς Ἐθν. Πατριαρχικοῦ ὁδοῦ Διευθυντοῦ τοῦ Συρίγου Ἐθν. ἀρχὰς τῆς Πολυκλινικῆς καὶ ἰατρὸς τῶν ἀλλῶν νόσων ἐν τῇ Ἀστυκλινικῇ. — [130, 781, 346, 864]
last-hour-lower-right — [1333, 506, 1580, 1305]
ad-clinic-title: ΚΛΙΝΙΚΗ — [199, 1052, 277, 1071]
terror-subtitle: ΤΗΣ ΚΥΒΕΡΝΗΣΕΩΣ ΣΑΪΝΤΜΑΝ — [1372, 532, 1541, 544]
newspapers-text: Ἀπὸ τὸν «Ἐργατικὸν Ἀγῶνα»: Οἱ Βαλκανικοὶ λαοί, ὁδηγούμενοι ὑπὸ τῶν Σοσιαλιστικῶν κομμάτων, θὰ ἀγωνισθῶσιν ἀπὸ κοινοῦ διὰ τὴν ὁμοσπονδίαν τῶν Βαλκανικῶν δημοκρατιῶν καὶ διὰ τὴν ἐπικράτησιν τοῦ σοσιαλισμοῦ. Ἡ ἀνάγκη τῆς συνεννοήσεως ἐπιβάλλεται ἀπὸ τὰ πράγματα. — [358, 622, 590, 705]
running-title: ΡΙΖΟΣΠΑΣΤΗΣ — [760, 60, 848, 72]
last-hour-subtitle: ΔΗΛΩΣΕΙΣ ΤΟΥ ΓΟΥΙΛΣΩΝ — [1160, 132, 1498, 157]
ad-rat-line-1: ΣΤΑΚΤΙΑ — [665, 1376, 789, 1406]
funeral-text: Ἡ σύζυγος, ὁ πατὴρ καὶ ἀδελφοὶ τοῦ ἀποβιώσαντος ΓΕΩΡΓΙΟΥ ΛΥΚΟΥΡΓΙΔΟΥ, εὐχαριστοῦν θερμῶς πάντας τοὺς συμμετασχόντας εἰς τὸ πένθος των. Ἡ κηδεία θὰ γίνῃ σήμερον 3 μ. μ. ἐκ τοῦ Ναοῦ Ἁγίου Κωνσταντίνου. — [358, 1293, 590, 1390]
ad-aretaion-sub: ΚΛΙΝΙΚΙ ΔΕΣΜΩΝ — [186, 1628, 290, 1639]
ad-cashmere-title: ΚΑΣΜΗΡΙΑ ΑΓΓΛΙΚΑ — [651, 1238, 803, 1254]
strike-text: ΘΕΣ)ΝΙΚΗ, 4 Μαρτίου. (Τηλ.) — Οἱ ἐργάται τῶν καπνεργοστασίων ἀπειλοῦν ἀπεργίαν ἐὰν δὲν ἱκανοποιηθοῦν αἱ ἀξιώσεις των διὰ αὔξησιν ἡμερομισθίων κατὰ 20 %. Ἡ Ἐργατικὴ Κέντρον ἐκάλεσε γενικὴν συνέλευσιν διὰ τὴν 18ην Μαρτίου. — [1078, 726, 1325, 845]
food-story-text-2: τὰς ἀπαιτήσεις τῆς ἐπιμελητείας. Ἐν τούτοις οἱ Τοῦρκοι ζητοῦσι τὴν ἐπέμβασιν τῶν συμμάχων διὰ νὰ ἐπιτραπῇ ἡ εἰσαγωγὴ σίτου ἐκ τῆς Ρουμανίας καὶ τῆς Βουλγαρίας. Ἡ φορολογία τῶν εἰδῶν πρώτης ἀνάγκης ἐδιπλασιάσθη, ἐνῷ ἡ ἐλλειψὶς ἄρτου ἐξακολουθεῖ. — [598, 364, 830, 435]
social-text: ΑΡΡΑΒΩΝΕΣ. Ὁ κ. Α. Ἀγγελάκης καὶ ἡ δίς Καλλιόπη Παπαδοπούλου. Ὁ ἰατρὸς κ. ΣΤΕΦΑΝΟΣ ΜΑΝΑΡΙΔΗΣ, ἐπανελθὼν ἐκ Παρισίων, δέχεται εἰς τὸ ἰατρεῖόν του, ὁδὸς Βουκουρεστίου 12, 3—6 μ. μ. Ὁ ἰατρὸς κ. Ν. ΑΣΕΛΟΣ, ἐπιστρέψας ἐκ Βιέννης, δέχεται 3—5 μ. μ. — [358, 1008, 590, 1091]
top-story-body — [358, 142, 1070, 250]
column-four — [864, 572, 1066, 2202]
letters-title: ΑΛΛΗΛΟΓΡΑΦΙΑ — [358, 830, 590, 850]
hoarders-text: ΚΩΝ)ΠΟΛΙΣ, 4 Μαρτίου. (Ἀνδ.) — Αἱ συμμαχικαὶ ἀρχαὶ ἀπεφάσισαν τὴν ἀπέλασιν τῶν ξένων κερδοσκόπων οἵτινες συνεκέντρωσαν τρόφιμα. Ἀπηγορεύθη ἡ κατοχὴ πλέον τῶν 10 χιλιογράμμων ἀλεύρου. — [1333, 810, 1580, 914]
cigar-makers-title: ΑΙΤΗΜΑΤΑ ΣΙΓΑΡΟΠΟΙΩΝ — [1078, 999, 1325, 1023]
war-culprits-text: ΠΑΣΤΑΣΙΑ, 4 Μαρτίου. (Τηλ.) — Ἡ ἐπιτροπὴ τῆς Διασκέψεως ἀπεφάσισε τὴν παραπομπὴν εἰς δίκην τῶν ὑπευθύνων τοῦ πολέμου. Μεταξὺ τούτων περιλαμβάνονται ὁ Κάιζερ καὶ οἱ στρατηγοί του. — [1333, 1071, 1580, 1118]
top-story-signature: Ε. ΓΚΟΥΑΡΙΝΟ — [992, 193, 1070, 204]
serbs-vienna-title: ΣΕΡΒΟΙ ΣΤΗΝ ΒΙΕΝΝΗ — [1078, 1146, 1325, 1166]
protest-signature: Κ. ΚΑΣΤΡΙΝΟΣ — [989, 1150, 1066, 1161]
food-story-text-3-wrap — [838, 364, 1070, 472]
cigar-makers-text: ΘΕΣ)ΝΙΚΗ, 4 Μαρτίου. (Τηλ.) — Οἱ σιγαροποιοὶ ὑπέβαλον εἰς τὴν Κυβέρνησιν ὑπόμνημα δι' οὗ ζητοῦν τὴν λῆψιν μέτρων πρὸς προστασίαν τῆς ἐργασίας των. Ζητοῦν ἐπίσης τὴν ἀπαγόρευσιν τῆς εἰσαγωγῆς ξένων σιγαρέττων. — [1078, 1023, 1325, 1127]
greek-spies-title: ΟΙ ΕΛΛΗΝΕΣ ΚΑΤΑΣΚΟΠΟΙ — [864, 799, 1066, 819]
ad-santal-name: ΣΑΝΤΑΛ ΑΝΡΥ — [175, 1502, 301, 1569]
send-too-text: ΡΩΜΗ, 4 Μαρτίου. (Ἰδ. τηλ.) — Κατὰ πληροφορίας ἐκ Βιέννης αἱ ἐργατικαὶ ὀργανώσεις τῆς Αὐστρίας ἀπεφάσισαν νὰ ἀποστείλουν ἀντιπροσώπους εἰς τὴν Διεθνῆ Σοσιαλιστικὴν Συνδιάσκεψιν. — [864, 1189, 1066, 1248]
last-hour-lead-b: θων, ἀντὶ νὰ ἐπιχειρήσουν νὰ ἐπιβάλουν τοὺς σκοπούς των, ἐννοοῦν ὅτι οἱ λαοὶ ἔχουν τὸ δικαίωμα νὰ διαθέτουν τὴν τύχην των. Τὰ ἔθνη ἀγωνίσθησαν διὰ νὰ ἀπαλλαγοῦν ἀπὸ τὸν μιλιταρισμόν. Ὁ κόσμος δὲν θέλει πλέον πολέμους. Ἂν δὲν ἐπιτύχωμεν τὴν Κοινωνίαν τῶν Ἐθνῶν, θὰ ἐπέλθῃ νέα καταστροφή. Ἡ Ἀμερικὴ θὰ ἐκπληρώσῃ τὸ καθῆκόν της μέχρι τέλους. — [1333, 180, 1580, 359]
freed-text: ΒΕΡΝΗ, 4 Μαρτίου. (Τηλ.) — Αἱ γερμανικαὶ ἀρχαὶ ἀπελευθέρωσαν τοὺς Ἕλληνας αἰχμαλώτους οἵτινες ἐκρατοῦντο ἐν Γκαῖρλιτς. — [1333, 943, 1580, 978]
small-news-title: ΜΙΚΡΑ ΝΕΑ — [602, 572, 852, 598]
ad-theodoridis-sub: Γυναικολόγος-Χειρουργὸς καὶ Μαιευτήρ — [134, 1708, 342, 1719]
photo-studio-badge — [399, 1395, 549, 1505]
forts-text: ΚΩΝ)ΠΟΛΙΣ, 4 Μαρτίου. (Ἀνδ.) — Τὰ φρούρια τῆς Τσατάλτζας κατελήφθησαν ὑπὸ τῶν συμμαχικῶν στρατευμάτων. Αἱ τουρκικαὶ φρουραὶ ἀπεχώρησαν χωρὶς ἀντίστασιν. — [864, 899, 1066, 958]
subs-title: Συνδρομαί — [212, 141, 264, 152]
ad-theodoridis-title: Δ. ΘΕΟΔΩΡΙΔΗΣ — [163, 1686, 313, 1705]
ad-rat-line-2: ΠΟΝΤΙΚΙΑ — [636, 1407, 818, 1445]
ad-evangelos — [130, 431, 346, 587]
ad-evangelos-title: ΕΥΑΓΓΕΛΟΣ Α. ΝΙΚΟΛΑΓΑΚΗΣ — [132, 440, 344, 455]
ad-clinic — [130, 1045, 346, 1187]
ad-prodos-title: „ΠΡΟΟΔΟΣ" — [167, 342, 309, 367]
ad-truth-text: Κυκλοφορεῖ Ἀσεπτικοὶ καὶ μαγικοὶ «Ὁ φιλοπόνος» Ἀσπρομάλλικοι. Ξενικὴ κολλέκ. (συνεργασία Γάλλων) εὑρίσκονται εἰς τὸ Εἰδικὸν Ἐργαστήριον Κ. Χ. ΧΡΗΣΤΟΥ ὁδὸς Αἰόλου παραπλεύρως φαρμακείου Βρώμ. Οἱ τυφλέτωσαν Κ. Χρήστου ἐνιαιώθησαν ὅτι ἐκ τῶν ἁπάντων ὑπερσυνήθων ὑπηρεσιῶν τοῦ ὑπουργείου τῶν Στρατιωτικῶν, ὅσον καὶ τὴν Γάλλοι ἔγραψαν κ. ΔΡΝΟ, αἱ ὁποῖαι ἐπλήρωσαν ἄπαντας καθ' ὅλα. Ἀποστέλλεται δωρεὰν ὁδηγὸς μεταξὺ κλήσεως. — [130, 897, 346, 1040]
